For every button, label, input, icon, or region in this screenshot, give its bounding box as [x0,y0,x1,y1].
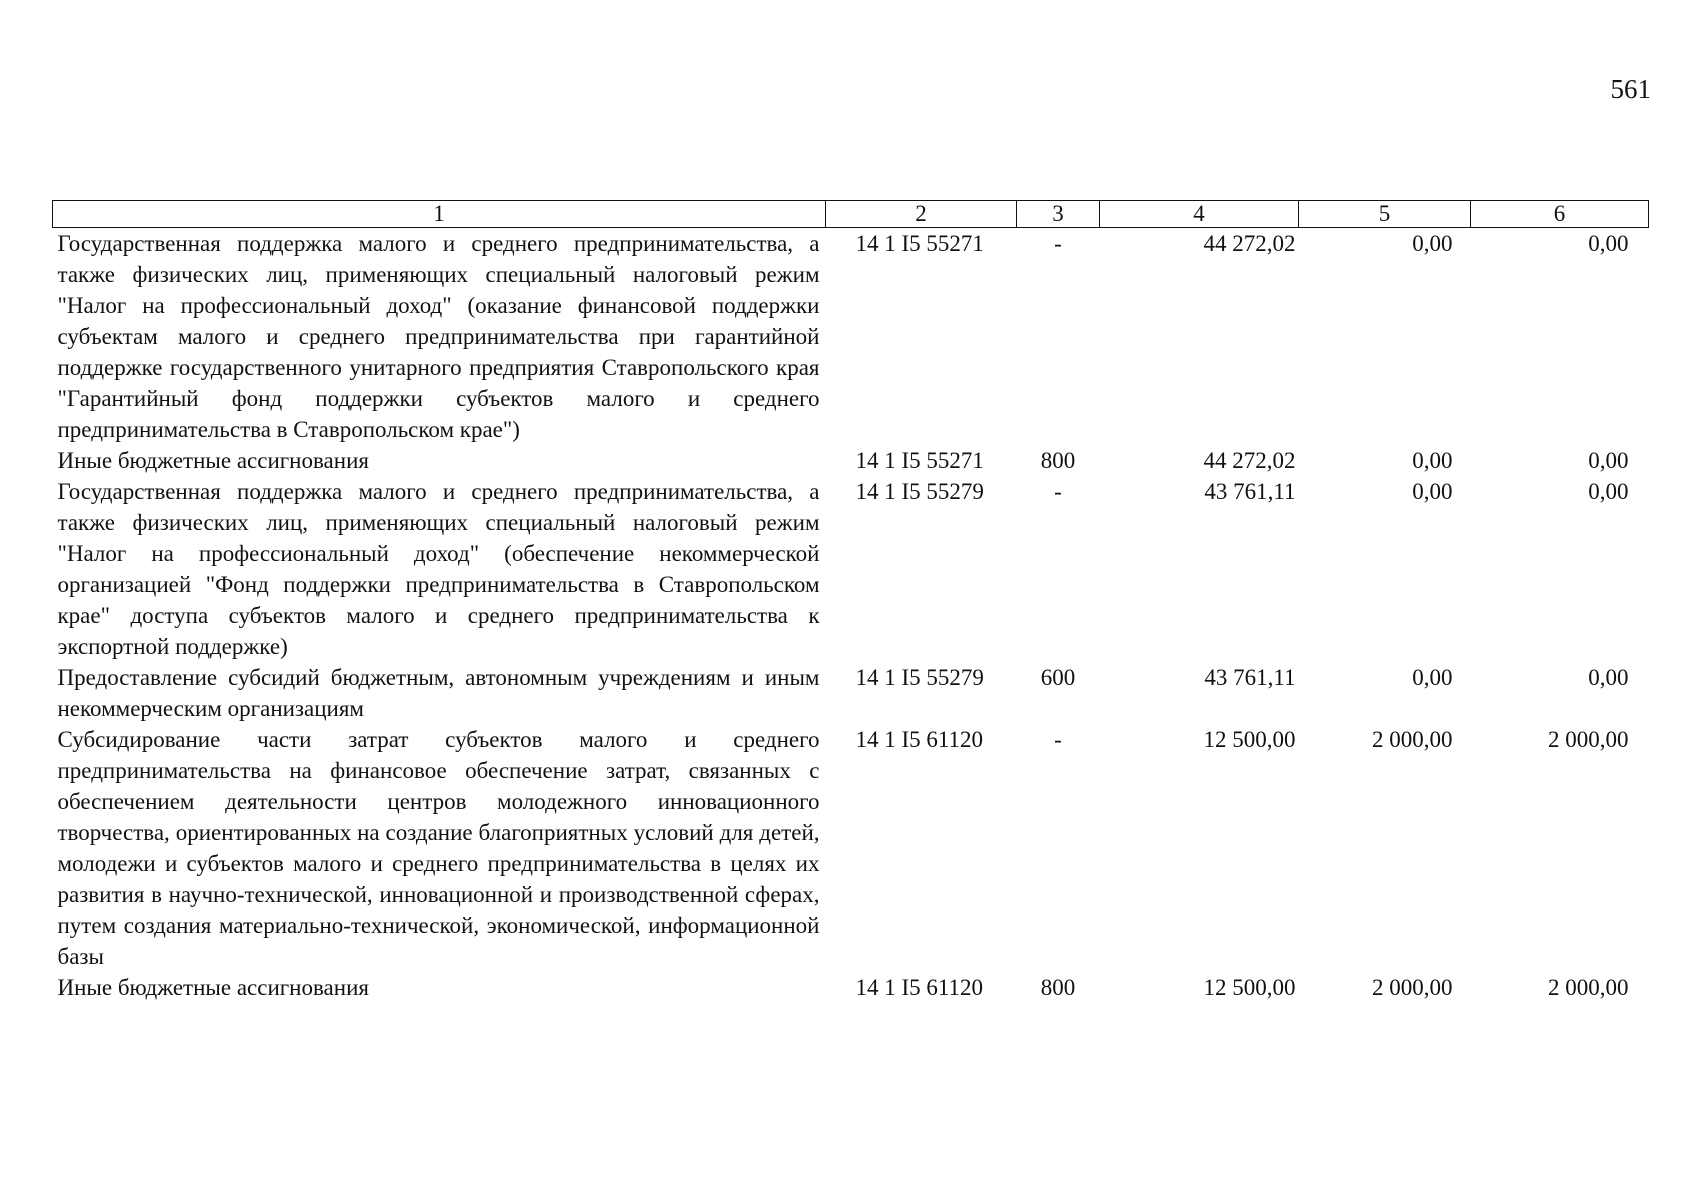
table-row [53,476,1649,662]
row-value-6: 2 000,00 [1548,975,1629,1000]
page-number: 561 [1610,74,1651,104]
table-row [53,228,1649,446]
column-header-5: 5 [1299,201,1471,228]
budget-table [52,200,1649,1003]
row-group: 800 [1040,975,1076,1000]
row-value-6: 2 000,00 [1548,727,1629,752]
row-value-6: 0,00 [1588,448,1629,473]
row-group: - [1054,479,1062,504]
column-header-2: 2 [826,201,1017,228]
row-value-4: 44 272,02 [1203,231,1296,256]
table-row [53,972,1649,1003]
row-value-5: 0,00 [1412,231,1453,256]
row-description: Иные бюджетные ассигнования [57,448,369,473]
row-value-4: 43 761,11 [1204,665,1296,690]
row-value-4: 12 500,00 [1203,727,1296,752]
row-value-4: 43 761,11 [1204,479,1296,504]
row-value-5: 2 000,00 [1372,975,1453,1000]
row-group: 800 [1040,448,1076,473]
row-code: 14 1 I5 61120 [855,975,984,1000]
row-value-5: 0,00 [1412,479,1453,504]
row-description: Субсидирование части затрат субъектов малого и среднего предпринимательства на финансовое обеспечение затрат, связанных с обеспечением деятельности центров молодежного инновационного творчества, ориентированных на создание благоприятных условий для детей, молодежи и субъектов малого и среднего предпринимательства в целях их развития в научно-технической, инновационной и производственной сферах, путем создания материально-технической, экономической, информационной базы [57,727,820,969]
row-value-5: 0,00 [1412,665,1453,690]
table-row [53,445,1649,476]
row-group: 600 [1040,665,1076,690]
row-code: 14 1 I5 55279 [855,479,984,504]
table-header [53,201,1649,228]
row-description: Государственная поддержка малого и среднего предпринимательства, а также физических лиц, применяющих специальный налоговый режим "Налог на профессиональный доход" (обеспечение некоммерческой организацией "Фонд поддержки предпринимательства в Ставропольском крае" доступа субъектов малого и среднего предпринимательства к экспортной поддержке) [57,479,820,659]
column-header-1: 1 [53,201,826,228]
column-header-6: 6 [1471,201,1649,228]
row-code: 14 1 I5 55279 [855,665,984,690]
row-value-5: 2 000,00 [1372,727,1453,752]
table-row [53,724,1649,972]
row-code: 14 1 I5 61120 [855,727,984,752]
table-row [53,662,1649,724]
row-code: 14 1 I5 55271 [855,448,984,473]
table-body [53,228,1649,1004]
row-description: Иные бюджетные ассигнования [57,975,369,1000]
row-group: - [1054,231,1062,256]
row-description: Государственная поддержка малого и среднего предпринимательства, а также физических лиц, применяющих специальный налоговый режим "Налог на профессиональный доход" (оказание финансовой поддержки субъектам малого и среднего предпринимательства при гарантийной поддержке государственного унитарного предприятия Ставропольского края "Гарантийный фонд поддержки субъектов малого и среднего предпринимательства в Ставропольском крае") [57,231,820,442]
row-value-6: 0,00 [1588,665,1629,690]
row-value-6: 0,00 [1588,231,1629,256]
row-code: 14 1 I5 55271 [855,231,984,256]
row-value-5: 0,00 [1412,448,1453,473]
column-header-3: 3 [1017,201,1100,228]
row-value-4: 44 272,02 [1203,448,1296,473]
row-value-6: 0,00 [1588,479,1629,504]
row-description: Предоставление субсидий бюджетным, автономным учреждениям и иным некоммерческим организациям [57,665,820,721]
row-group: - [1054,727,1062,752]
row-value-4: 12 500,00 [1203,975,1296,1000]
header-row [53,201,1649,228]
column-header-4: 4 [1100,201,1299,228]
